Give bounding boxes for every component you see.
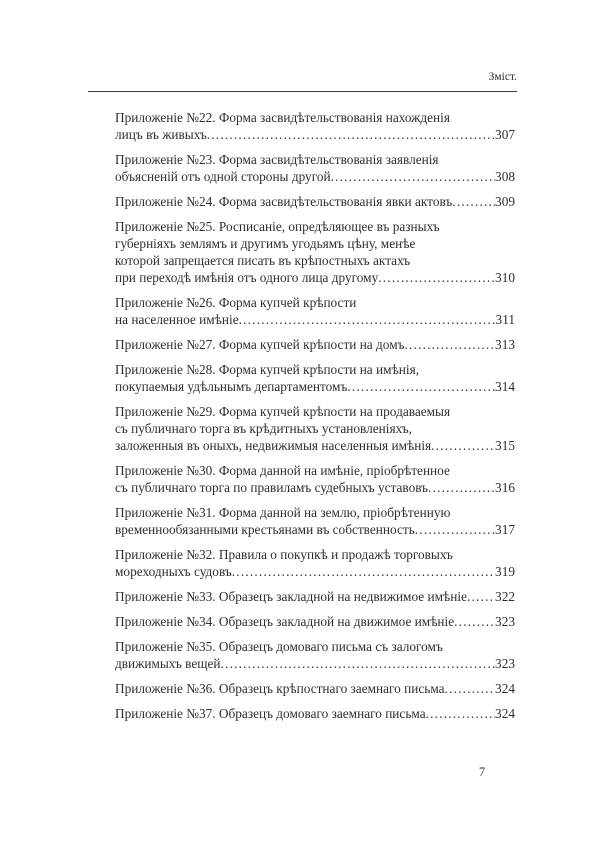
toc-entry-wrapped-lines [115,403,515,437]
toc-entry [115,403,515,454]
toc-leader-dots [428,479,495,496]
toc-entry-line: съ публичнаго торга въ крѣдитныхъ установленіяхъ, [115,421,412,436]
toc-page-number: 310 [495,270,515,285]
running-title: Зміст. [488,71,517,83]
toc-leader-dots [431,437,495,454]
toc-entry-last-line [115,336,515,353]
toc-entry-last-line [115,655,515,672]
toc-page-number: 313 [495,337,515,352]
toc-page-number: 309 [495,194,515,209]
toc-entry [115,504,515,538]
toc-entry-text: Приложеніе №33. Образецъ закладной на недвижимое имѣніе [115,589,467,604]
toc-entry [115,462,515,496]
toc-page-number: 324 [495,706,515,721]
toc-page-number: 315 [495,438,515,453]
toc-page-number: 319 [495,564,515,579]
toc-entry-last-line [115,437,515,454]
toc-entry-text: мореходныхъ судовъ [115,564,232,579]
toc-entry-line: Приложеніе №30. Форма данной на имѣніе, пріобрѣтенное [115,463,450,478]
toc-entry-line: Приложеніе №35. Образецъ домоваго письма съ залогомъ [115,639,443,654]
toc-leader-dots [239,311,496,328]
toc-entry-last-line [115,563,515,580]
toc-page-number: 316 [495,480,515,495]
toc-entry [115,336,515,353]
toc-entry-text: Приложеніе №36. Образецъ крѣпостнаго заемнаго письма [115,681,445,696]
toc-entry-last-line [115,705,515,722]
toc-leader-dots [467,588,495,605]
toc-entry [115,546,515,580]
toc-leader-dots [405,336,496,353]
toc-entry-last-line [115,269,515,286]
toc-entry-text: движимыхъ вещей [115,656,221,671]
toc-entry-line: Приложеніе №23. Форма засвидѣтельствованія заявленія [115,152,439,167]
toc-page-number: 311 [495,312,515,327]
toc-entry-last-line [115,521,515,538]
toc-entry [115,193,515,210]
toc-entry [115,109,515,143]
toc-entry [115,151,515,185]
toc-entry-line: Приложеніе №28. Форма купчей крѣпости на имѣнія, [115,362,420,377]
toc-entry-wrapped-lines [115,638,515,655]
toc-leader-dots [378,269,495,286]
toc-entry-text: лицъ въ живыхъ [115,127,207,142]
toc-entry-wrapped-lines [115,218,515,269]
toc-entry [115,218,515,286]
toc-leader-dots [207,126,495,143]
toc-entry-text: Приложеніе №27. Форма купчей крѣпости на домъ [115,337,405,352]
toc-leader-dots [347,378,495,395]
toc-entry-text: съ публичнаго торга по правиламъ судебныхъ уставовъ [115,480,429,495]
toc-page-number: 307 [495,127,515,142]
toc-leader-dots [452,193,495,210]
toc-page-number: 322 [495,589,515,604]
toc-entry-line: губерніяхъ землямъ и другимъ угодьямъ цѣну, менѣе [115,236,416,251]
toc-entry [115,613,515,630]
toc-leader-dots [331,168,495,185]
toc-page-number: 317 [495,522,515,537]
toc-entry-wrapped-lines [115,546,515,563]
toc-entry [115,638,515,672]
toc-entry [115,680,515,697]
toc-entry-line: Приложеніе №31. Форма данной на землю, пріобрѣтенную [115,505,451,520]
toc-entry-line: Приложеніе №32. Правила о покупкѣ и продажѣ торговыхъ [115,547,453,562]
toc-leader-dots [221,655,496,672]
toc-entry-last-line [115,479,515,496]
toc-entry-line: Приложеніе №25. Росписаніе, опредѣляющее въ разныхъ [115,219,440,234]
toc-entry [115,588,515,605]
toc-entry-wrapped-lines [115,109,515,126]
folio-page-number: 7 [478,765,486,779]
toc-entry-last-line [115,126,515,143]
page-header [88,70,517,92]
toc-entry-wrapped-lines [115,504,515,521]
toc-leader-dots [454,613,495,630]
toc-page-number: 308 [495,169,515,184]
toc-entry-text: временнообязанными крестьянами въ собственность [115,522,415,537]
toc-entry-line: Приложеніе №26. Форма купчей крѣпости [115,295,357,310]
toc-page-number: 324 [495,681,515,696]
toc-entry-last-line [115,588,515,605]
toc-entry-text: при переходѣ имѣнія отъ одного лица другому [115,270,379,285]
toc-entry-text: на населенное имѣніе [115,312,239,327]
toc-entry-wrapped-lines [115,294,515,311]
toc-list [115,109,515,730]
toc-entry-text: Приложеніе №34. Образецъ закладной на движимое имѣніе [115,614,455,629]
toc-entry-text: Приложеніе №37. Образецъ домоваго заемнаго письма [115,706,426,721]
toc-leader-dots [415,521,495,538]
toc-page-number: 323 [495,614,515,629]
toc-entry [115,705,515,722]
toc-entry-last-line [115,168,515,185]
toc-entry-text: объясненій отъ одной стороны другой [115,169,331,184]
toc-entry-wrapped-lines [115,361,515,378]
toc-entry-line: которой запрещается писать въ крѣпостныхъ актахъ [115,253,411,268]
toc-entry [115,361,515,395]
toc-entry-text: Приложеніе №24. Форма засвидѣтельствованія явки актовъ [115,194,453,209]
toc-entry-wrapped-lines [115,151,515,168]
toc-entry-last-line [115,193,515,210]
toc-page-number: 314 [495,379,515,394]
toc-entry-wrapped-lines [115,462,515,479]
toc-leader-dots [232,563,495,580]
toc-entry [115,294,515,328]
toc-entry-last-line [115,680,515,697]
toc-entry-line: Приложеніе №29. Форма купчей крѣпости на продаваемыя [115,404,451,419]
toc-entry-last-line [115,613,515,630]
toc-leader-dots [445,680,496,697]
toc-entry-last-line [115,311,515,328]
toc-leader-dots [426,705,495,722]
toc-entry-line: Приложеніе №22. Форма засвидѣтельствованія нахожденія [115,110,450,125]
toc-entry-text: заложенныя въ оныхъ, недвижимыя населенныя имѣнія [115,438,432,453]
toc-page-number: 323 [495,656,515,671]
toc-entry-last-line [115,378,515,395]
toc-entry-text: покупаемыя удѣльнымъ департаментомъ [115,379,348,394]
